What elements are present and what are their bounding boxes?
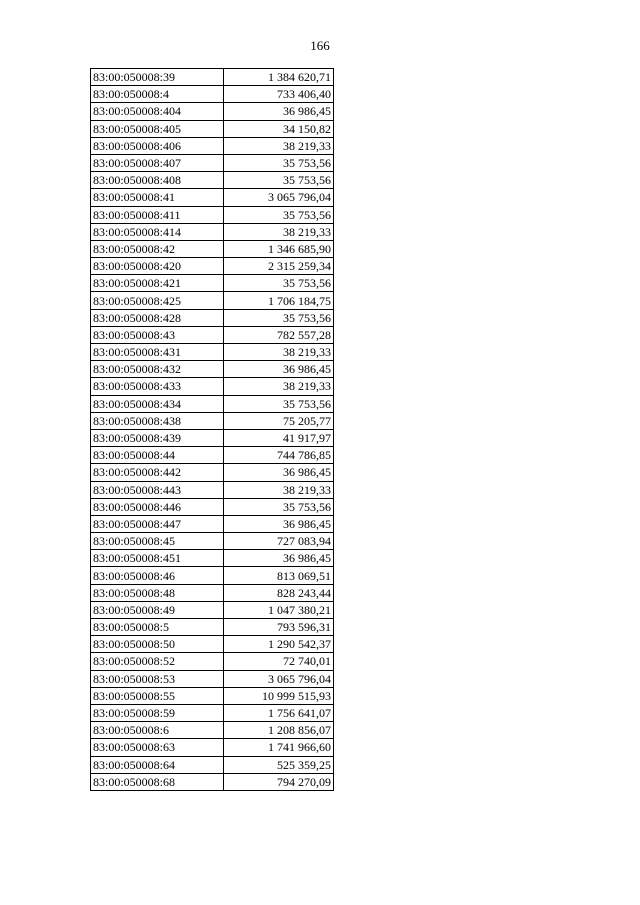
cadastral-value-cell: 1 346 685,90 xyxy=(224,240,334,257)
cadastral-number-cell: 83:00:050008:63 xyxy=(91,739,224,756)
cadastral-number-cell: 83:00:050008:5 xyxy=(91,619,224,636)
cadastral-value-cell: 2 315 259,34 xyxy=(224,258,334,275)
table-row xyxy=(91,309,334,326)
page-number: 166 xyxy=(310,38,330,53)
table-row xyxy=(91,584,334,601)
cadastral-number-cell: 83:00:050008:432 xyxy=(91,361,224,378)
cadastral-number-cell: 83:00:050008:439 xyxy=(91,429,224,446)
cadastral-number-cell: 83:00:050008:438 xyxy=(91,412,224,429)
cadastral-number-cell: 83:00:050008:420 xyxy=(91,258,224,275)
table-body xyxy=(91,69,334,791)
cadastral-number-cell: 83:00:050008:52 xyxy=(91,653,224,670)
cadastral-number-cell: 83:00:050008:433 xyxy=(91,378,224,395)
cadastral-value-cell: 828 243,44 xyxy=(224,584,334,601)
table-row xyxy=(91,550,334,567)
cadastral-number-cell: 83:00:050008:53 xyxy=(91,670,224,687)
cadastral-number-cell: 83:00:050008:43 xyxy=(91,326,224,343)
table-row xyxy=(91,189,334,206)
cadastral-value-cell: 36 986,45 xyxy=(224,464,334,481)
cadastral-value-cell: 72 740,01 xyxy=(224,653,334,670)
table-row xyxy=(91,412,334,429)
cadastral-number-cell: 83:00:050008:50 xyxy=(91,636,224,653)
cadastral-value-cell: 794 270,09 xyxy=(224,773,334,790)
cadastral-number-cell: 83:00:050008:408 xyxy=(91,172,224,189)
cadastral-number-cell: 83:00:050008:428 xyxy=(91,309,224,326)
table-row xyxy=(91,447,334,464)
cadastral-number-cell: 83:00:050008:425 xyxy=(91,292,224,309)
cadastral-number-cell: 83:00:050008:6 xyxy=(91,722,224,739)
cadastral-number-cell: 83:00:050008:45 xyxy=(91,533,224,550)
cadastral-value-cell: 41 917,97 xyxy=(224,429,334,446)
table-row xyxy=(91,429,334,446)
table-row xyxy=(91,567,334,584)
table-row xyxy=(91,756,334,773)
cadastral-number-cell: 83:00:050008:421 xyxy=(91,275,224,292)
cadastral-value-cell: 38 219,33 xyxy=(224,481,334,498)
table-row xyxy=(91,619,334,636)
cadastral-value-cell: 36 986,45 xyxy=(224,515,334,532)
cadastral-number-cell: 83:00:050008:68 xyxy=(91,773,224,790)
cadastral-number-cell: 83:00:050008:451 xyxy=(91,550,224,567)
cadastral-number-cell: 83:00:050008:64 xyxy=(91,756,224,773)
cadastral-value-cell: 38 219,33 xyxy=(224,344,334,361)
cadastral-value-cell: 1 384 620,71 xyxy=(224,69,334,86)
cadastral-value-cell: 1 741 966,60 xyxy=(224,739,334,756)
cadastral-number-cell: 83:00:050008:407 xyxy=(91,154,224,171)
cadastral-value-cell: 1 706 184,75 xyxy=(224,292,334,309)
table-row xyxy=(91,378,334,395)
cadastral-value-cell: 782 557,28 xyxy=(224,326,334,343)
table-row xyxy=(91,464,334,481)
cadastral-number-cell: 83:00:050008:431 xyxy=(91,344,224,361)
cadastral-number-cell: 83:00:050008:447 xyxy=(91,515,224,532)
table-row xyxy=(91,601,334,618)
table-row xyxy=(91,154,334,171)
cadastral-value-cell: 525 359,25 xyxy=(224,756,334,773)
cadastral-number-cell: 83:00:050008:414 xyxy=(91,223,224,240)
table-row xyxy=(91,223,334,240)
cadastral-value-cell: 36 986,45 xyxy=(224,103,334,120)
cadastral-value-cell: 34 150,82 xyxy=(224,120,334,137)
cadastral-number-cell: 83:00:050008:404 xyxy=(91,103,224,120)
table-row xyxy=(91,69,334,86)
cadastral-value-cell: 10 999 515,93 xyxy=(224,687,334,704)
cadastral-value-cell: 35 753,56 xyxy=(224,498,334,515)
table-row xyxy=(91,275,334,292)
table-row xyxy=(91,773,334,790)
table-row xyxy=(91,292,334,309)
table-row xyxy=(91,86,334,103)
cadastral-value-cell: 35 753,56 xyxy=(224,309,334,326)
table-row xyxy=(91,137,334,154)
cadastral-number-cell: 83:00:050008:59 xyxy=(91,704,224,721)
cadastral-value-cell: 744 786,85 xyxy=(224,447,334,464)
cadastral-value-cell: 1 047 380,21 xyxy=(224,601,334,618)
table-row xyxy=(91,258,334,275)
cadastral-value-cell: 36 986,45 xyxy=(224,550,334,567)
cadastral-number-cell: 83:00:050008:443 xyxy=(91,481,224,498)
table-row xyxy=(91,687,334,704)
cadastral-value-cell: 35 753,56 xyxy=(224,206,334,223)
cadastral-number-cell: 83:00:050008:434 xyxy=(91,395,224,412)
cadastral-number-cell: 83:00:050008:411 xyxy=(91,206,224,223)
cadastral-value-cell: 35 753,56 xyxy=(224,395,334,412)
cadastral-number-cell: 83:00:050008:446 xyxy=(91,498,224,515)
cadastral-value-cell: 793 596,31 xyxy=(224,619,334,636)
cadastral-value-cell: 1 756 641,07 xyxy=(224,704,334,721)
cadastral-value-cell: 38 219,33 xyxy=(224,223,334,240)
cadastral-value-cell: 1 208 856,07 xyxy=(224,722,334,739)
cadastral-number-cell: 83:00:050008:42 xyxy=(91,240,224,257)
table-row xyxy=(91,739,334,756)
cadastral-number-cell: 83:00:050008:405 xyxy=(91,120,224,137)
table-row xyxy=(91,344,334,361)
cadastral-number-cell: 83:00:050008:442 xyxy=(91,464,224,481)
cadastral-number-cell: 83:00:050008:41 xyxy=(91,189,224,206)
table-row xyxy=(91,103,334,120)
table-row xyxy=(91,515,334,532)
table-row xyxy=(91,395,334,412)
cadastral-number-cell: 83:00:050008:44 xyxy=(91,447,224,464)
cadastral-value-cell: 733 406,40 xyxy=(224,86,334,103)
table-row xyxy=(91,653,334,670)
table-row xyxy=(91,670,334,687)
table-row xyxy=(91,498,334,515)
table-row xyxy=(91,636,334,653)
cadastral-value-cell: 36 986,45 xyxy=(224,361,334,378)
table-row xyxy=(91,326,334,343)
cadastral-number-cell: 83:00:050008:4 xyxy=(91,86,224,103)
table-row xyxy=(91,722,334,739)
cadastral-value-cell: 35 753,56 xyxy=(224,154,334,171)
cadastral-value-cell: 35 753,56 xyxy=(224,172,334,189)
cadastral-value-cell: 727 083,94 xyxy=(224,533,334,550)
table-row xyxy=(91,481,334,498)
table-row xyxy=(91,206,334,223)
cadastral-value-cell: 1 290 542,37 xyxy=(224,636,334,653)
cadastral-number-cell: 83:00:050008:39 xyxy=(91,69,224,86)
cadastral-value-cell: 38 219,33 xyxy=(224,378,334,395)
cadastral-value-cell: 813 069,51 xyxy=(224,567,334,584)
table-row xyxy=(91,704,334,721)
cadastral-number-cell: 83:00:050008:406 xyxy=(91,137,224,154)
cadastral-number-cell: 83:00:050008:48 xyxy=(91,584,224,601)
cadastral-value-table xyxy=(90,68,334,791)
cadastral-number-cell: 83:00:050008:46 xyxy=(91,567,224,584)
cadastral-value-cell: 35 753,56 xyxy=(224,275,334,292)
cadastral-value-cell: 38 219,33 xyxy=(224,137,334,154)
cadastral-number-cell: 83:00:050008:55 xyxy=(91,687,224,704)
cadastral-number-cell: 83:00:050008:49 xyxy=(91,601,224,618)
table-row xyxy=(91,120,334,137)
table-row xyxy=(91,361,334,378)
table-row xyxy=(91,533,334,550)
cadastral-value-cell: 3 065 796,04 xyxy=(224,189,334,206)
cadastral-value-cell: 3 065 796,04 xyxy=(224,670,334,687)
table-row xyxy=(91,172,334,189)
cadastral-value-cell: 75 205,77 xyxy=(224,412,334,429)
table-row xyxy=(91,240,334,257)
